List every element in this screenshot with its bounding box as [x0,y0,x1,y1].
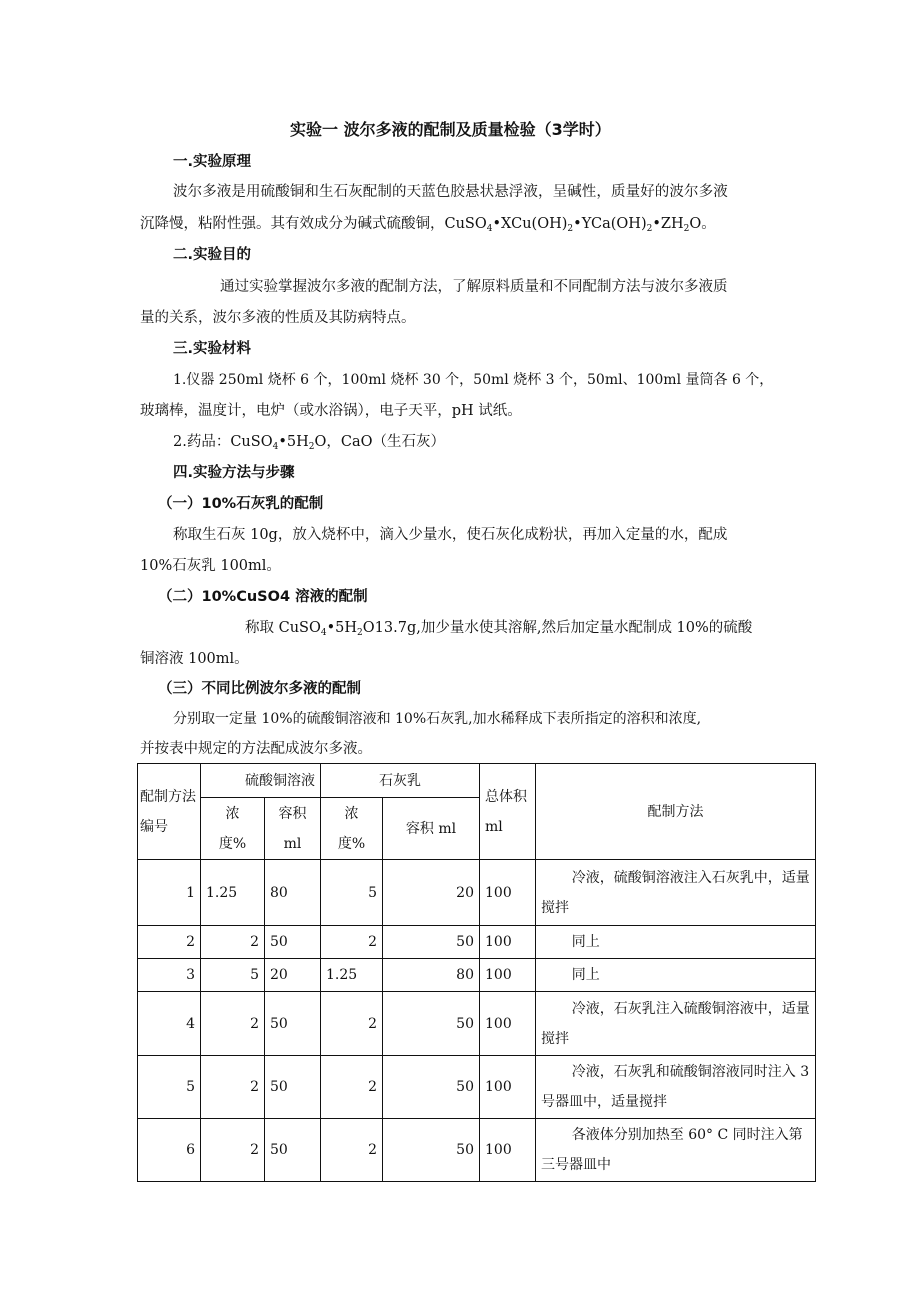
header-total-volume: 总体积ml [480,764,536,860]
cell-cu-conc: 2 [201,1056,265,1119]
header-method-no: 配制方法编号 [138,764,201,860]
lime-text-line1: 称取生石灰 10g，放入烧杯中，滴入少量水，使石灰化成粉状，再加入定量的水，配成 [173,527,728,543]
cell-lime-vol: 20 [383,860,480,926]
section-heading-materials: 三.实验材料 [173,341,252,357]
subsection-heading-ratios: （三）不同比例波尔多液的配制 [158,681,361,697]
cell-no: 1 [138,860,201,926]
cell-cu-conc: 2 [201,992,265,1056]
materials-item1-line2: 玻璃棒，温度计，电炉（或水浴锅），电子天平，pH 试纸。 [140,403,522,419]
cell-no: 5 [138,1056,201,1119]
materials-item1-line1: 1.仪器 250ml 烧杯 6 个，100ml 烧杯 30 个，50ml 烧杯 3 个，50ml、100ml 量筒各 6 个， [173,372,774,388]
cell-cu-conc: 1.25 [201,860,265,926]
table-row [138,1119,816,1182]
cell-cu-vol: 20 [265,959,321,992]
materials-item2 [173,432,445,452]
table-row [138,926,816,959]
formula-part: O。 [689,216,716,232]
subscript: 4 [486,224,493,234]
table-header-row [138,764,816,798]
cell-lime-vol: 80 [383,959,480,992]
formula-part: •5H [326,620,358,636]
cell-total: 100 [480,926,536,959]
subscript: 2 [308,442,315,452]
ratios-text-line1: 分别取一定量 10%的硫酸铜溶液和 10%石灰乳,加水稀释成下表所指定的溶积和浓度, [173,711,702,727]
cell-method: 冷液，石灰乳和硫酸铜溶液同时注入 3 号器皿中，适量搅拌 [536,1056,816,1119]
cell-lime-conc: 2 [321,926,383,959]
cell-total: 100 [480,959,536,992]
table-row [138,860,816,926]
cell-total: 100 [480,1119,536,1182]
principle-text-line2 [140,214,716,234]
cell-total: 100 [480,992,536,1056]
cell-no: 3 [138,959,201,992]
cell-lime-vol: 50 [383,992,480,1056]
cuso4-text-line2: 铜溶液 100ml。 [140,651,249,667]
section-heading-principle: 一.实验原理 [173,154,252,170]
principle-line2-pre: 沉降慢，粘附性强。其有效成分为碱式硫酸铜，CuSO [140,216,487,232]
cell-lime-vol: 50 [383,1056,480,1119]
cell-no: 2 [138,926,201,959]
formula-part: •YCa(OH) [573,216,647,232]
cell-total: 100 [480,1056,536,1119]
cell-cu-vol: 50 [265,926,321,959]
mixing-ratio-table [137,763,816,1182]
cell-lime-conc: 2 [321,992,383,1056]
subscript: 2 [357,628,363,638]
cell-no: 4 [138,992,201,1056]
header-method: 配制方法 [536,764,816,860]
formula-part: •5H [278,434,309,450]
subsection-heading-lime: （一）10%石灰乳的配制 [158,496,324,512]
subscript: 2 [683,224,690,234]
cuso4-line1-pre: 称取 CuSO [245,620,321,636]
cell-method: 冷液，石灰乳注入硫酸铜溶液中，适量搅拌 [536,992,816,1056]
header-cuso4-group: 硫酸铜溶液 [201,764,321,798]
lime-text-line2: 10%石灰乳 100ml。 [140,558,281,574]
cell-cu-conc: 5 [201,959,265,992]
materials-item2-pre: 2.药品：CuSO [173,434,273,450]
header-lime-group: 石灰乳 [321,764,480,798]
formula-part: O13.7g,加少量水使其溶解,然后加定量水配制成 10%的硫酸 [362,620,753,636]
cell-cu-conc: 2 [201,1119,265,1182]
cell-cu-vol: 80 [265,860,321,926]
table-row [138,959,816,992]
subscript: 2 [646,224,653,234]
header-lime-vol: 容积 ml [383,798,480,860]
cell-lime-conc: 2 [321,1056,383,1119]
section-heading-methods: 四.实验方法与步骤 [173,465,295,481]
header-lime-conc: 浓度% [321,798,383,860]
purpose-text-line2: 量的关系，波尔多液的性质及其防病特点。 [140,310,416,326]
purpose-text-line1: 通过实验掌握波尔多液的配制方法，了解原料质量和不同配制方法与波尔多液质 [220,279,728,295]
table-row [138,992,816,1056]
cell-lime-conc: 1.25 [321,959,383,992]
cell-method: 同上 [536,959,816,992]
cell-method: 同上 [536,926,816,959]
formula-part: •ZH [652,216,684,232]
cell-cu-vol: 50 [265,1119,321,1182]
subscript: 4 [272,442,279,452]
cell-lime-conc: 5 [321,860,383,926]
formula-part: O，CaO（生石灰） [314,434,446,450]
document-title: 实验一 波尔多液的配制及质量检验（3学时） [290,120,611,139]
cell-no: 6 [138,1119,201,1182]
subscript: 2 [567,224,574,234]
table-row [138,1056,816,1119]
subscript: 4 [320,628,327,638]
cell-lime-vol: 50 [383,926,480,959]
cell-total: 100 [480,860,536,926]
cell-method: 冷液，硫酸铜溶液注入石灰乳中，适量搅拌 [536,860,816,926]
principle-text-line1: 波尔多液是用硫酸铜和生石灰配制的天蓝色胶悬状悬浮液，呈碱性，质量好的波尔多液 [173,184,728,200]
cell-cu-vol: 50 [265,992,321,1056]
cell-cu-vol: 50 [265,1056,321,1119]
cell-method: 各液体分别加热至 60° C 同时注入第三号器皿中 [536,1119,816,1182]
cuso4-text-line1 [245,618,752,638]
subsection-heading-cuso4: （二）10%CuSO4 溶液的配制 [158,589,368,605]
header-cu-vol: 容积ml [265,798,321,860]
section-heading-purpose: 二.实验目的 [173,247,252,263]
ratios-text-line2: 并按表中规定的方法配成波尔多液。 [140,741,372,757]
cell-cu-conc: 2 [201,926,265,959]
cell-lime-vol: 50 [383,1119,480,1182]
header-cu-conc: 浓度% [201,798,265,860]
formula-part: •XCu(OH) [492,216,568,232]
cell-lime-conc: 2 [321,1119,383,1182]
